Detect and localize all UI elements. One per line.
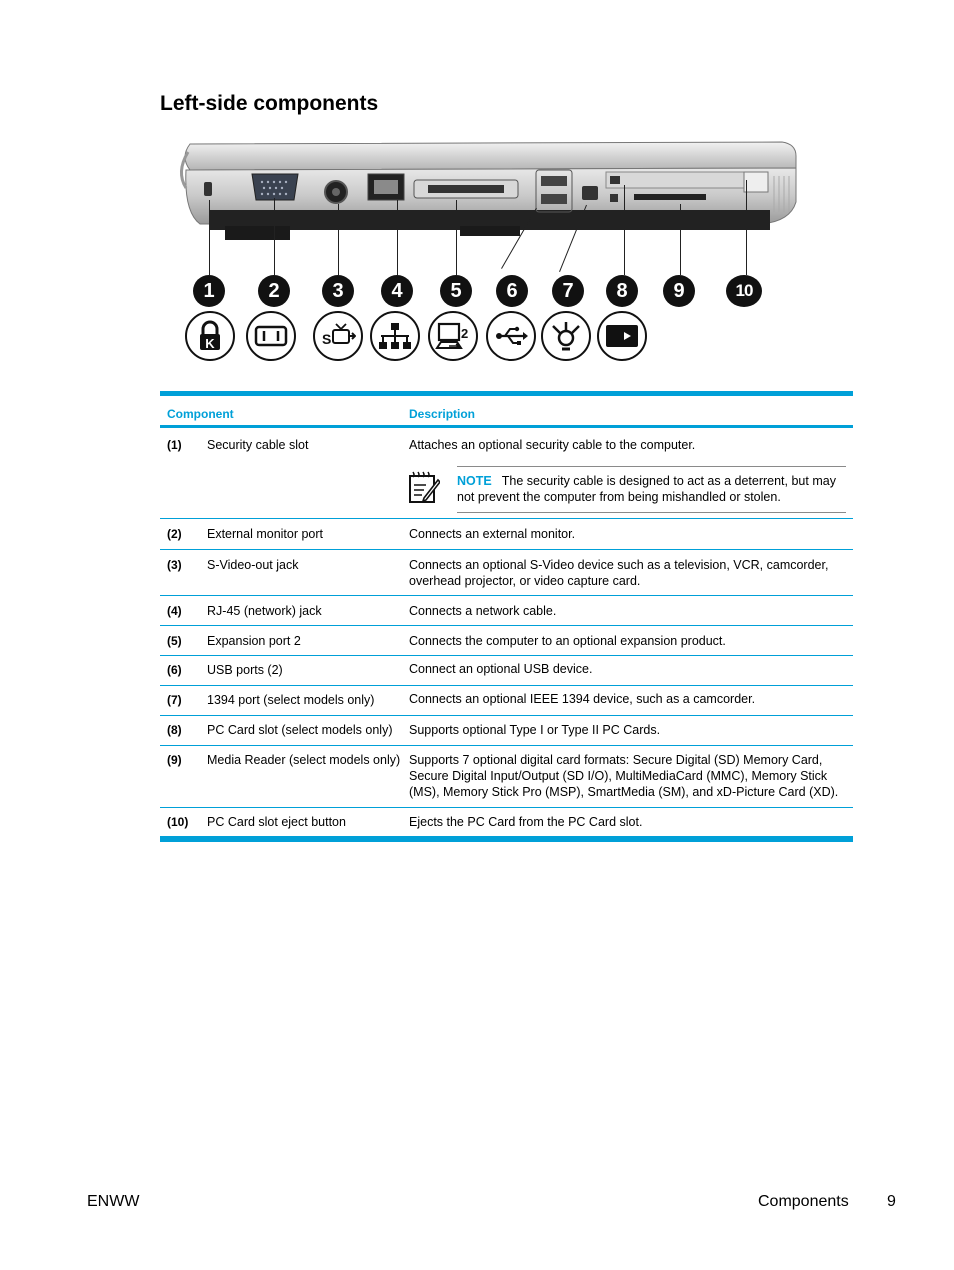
table-bottom-rule — [160, 837, 853, 842]
external-monitor-icon — [246, 311, 296, 361]
row-component: PC Card slot eject button — [207, 815, 346, 829]
row-number: (8) — [167, 723, 182, 737]
usb-icon — [486, 311, 536, 361]
table-row — [160, 656, 853, 686]
row-component: 1394 port (select models only) — [207, 693, 375, 707]
callout-3: 3 — [322, 275, 354, 307]
callout-line-5 — [456, 200, 457, 275]
row-description: Supports optional Type I or Type II PC Cards. — [409, 723, 661, 737]
callout-7: 7 — [552, 275, 584, 307]
row-component: S-Video-out jack — [207, 558, 299, 572]
row-component: Expansion port 2 — [207, 634, 301, 648]
callout-5: 5 — [440, 275, 472, 307]
note-label: NOTE — [457, 474, 492, 488]
callout-2: 2 — [258, 275, 290, 307]
svg-text:K: K — [205, 336, 215, 351]
callout-8: 8 — [606, 275, 638, 307]
row-description: Connects an external monitor. — [409, 527, 576, 541]
expansion-port-icon — [428, 311, 478, 361]
row-component: Media Reader (select models only) — [207, 753, 401, 767]
row-number: (3) — [167, 558, 182, 572]
callout-line-3 — [338, 204, 339, 275]
row-description: Connects a network cable. — [409, 604, 557, 618]
page-title: Left-side components — [160, 92, 379, 115]
row-component: Security cable slot — [207, 438, 309, 452]
table-row — [160, 716, 853, 746]
row-component: External monitor port — [207, 527, 324, 541]
callout-10: 10 — [726, 275, 762, 307]
row-component: RJ-45 (network) jack — [207, 604, 322, 618]
svg-text:S: S — [322, 331, 332, 347]
note-icon — [408, 470, 440, 504]
table-row — [160, 596, 853, 626]
row-component: PC Card slot (select models only) — [207, 723, 393, 737]
callout-6: 6 — [496, 275, 528, 307]
row-description: Connect an optional USB device. — [409, 662, 593, 676]
row-description: Connects the computer to an optional expansion product. — [409, 634, 726, 648]
row-description: Connects an optional IEEE 1394 device, such as a camcorder. — [409, 692, 756, 706]
callout-line-1 — [209, 200, 210, 275]
callout-line-2 — [274, 198, 275, 275]
row-number: (6) — [167, 663, 182, 677]
note-text: The security cable is designed to act as a deterrent, but may not prevent the computer from being mishandled or stolen. — [457, 474, 836, 504]
s-video-icon — [313, 311, 363, 361]
network-icon — [370, 311, 420, 361]
table-row — [160, 746, 853, 808]
callout-line-8 — [624, 185, 625, 275]
table-row — [160, 686, 853, 716]
row-description: Connects an optional S-Video device such as a television, VCR, camcorder, overhead projector, or video capture card. — [409, 558, 829, 588]
components-table — [160, 391, 853, 842]
row-number: (1) — [167, 438, 182, 452]
callout-line-10 — [746, 180, 747, 275]
row-number: (7) — [167, 693, 182, 707]
table-row — [160, 519, 853, 550]
table-row — [160, 428, 853, 519]
footer-left-label: ENWW — [87, 1193, 140, 1210]
row-number: (10) — [167, 815, 189, 829]
row-description: Supports 7 optional digital card formats: Secure Digital (SD) Memory Card, Secure Digital Input/Output (SD I/O), MultiMediaCard (MMC), Memory Stick (MS), Memory Stick Pro (MSP), SmartMedia (SM), and xD-Picture Card (XD). — [409, 753, 839, 799]
table-header — [160, 396, 853, 428]
callout-4: 4 — [381, 275, 413, 307]
row-number: (4) — [167, 604, 182, 618]
callout-9: 9 — [663, 275, 695, 307]
footer-page-number: 9 — [887, 1193, 896, 1210]
row-number: (2) — [167, 527, 182, 541]
footer-section-title: Components — [758, 1193, 849, 1210]
row-description: Ejects the PC Card from the PC Card slot. — [409, 815, 643, 829]
table-row — [160, 550, 853, 596]
table-row — [160, 626, 853, 656]
row-component: USB ports (2) — [207, 663, 283, 677]
pc-card-icon — [597, 311, 647, 361]
row-number: (5) — [167, 634, 182, 648]
row-description: Attaches an optional security cable to the computer. — [409, 438, 696, 452]
callout-1: 1 — [193, 275, 225, 307]
ieee1394-icon — [541, 311, 591, 361]
note-box — [457, 466, 846, 513]
callout-line-9 — [680, 204, 681, 275]
header-description: Description — [409, 407, 476, 421]
header-component: Component — [167, 407, 234, 421]
table-row — [160, 808, 853, 837]
callout-line-4 — [397, 200, 398, 275]
svg-text:2: 2 — [461, 326, 469, 341]
row-number: (9) — [167, 753, 182, 767]
lock-icon — [185, 311, 235, 361]
